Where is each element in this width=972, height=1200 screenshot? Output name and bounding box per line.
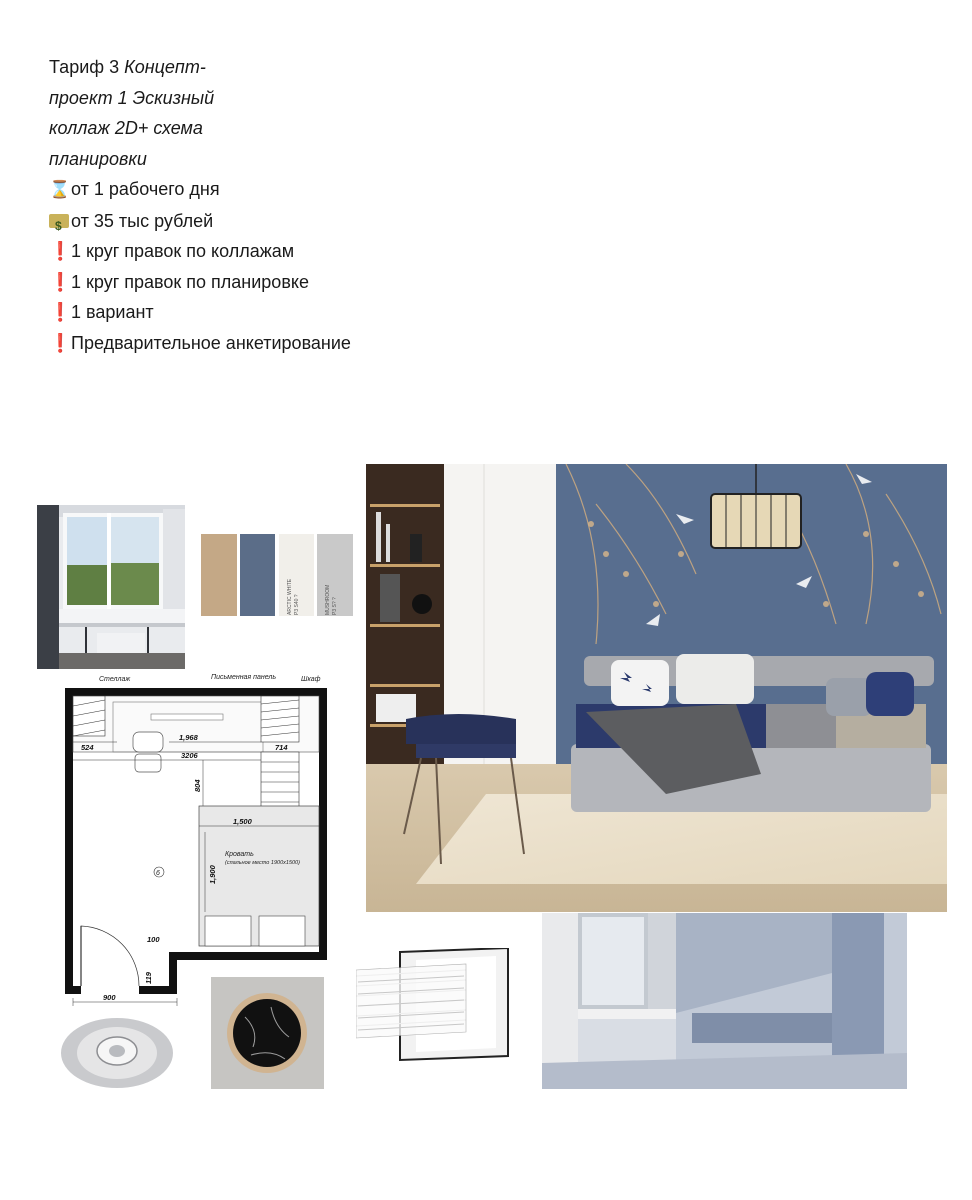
dim-1968: 1,968 bbox=[179, 733, 198, 742]
plan-label-desk-panel: Письменная панель bbox=[211, 674, 277, 681]
tariff-title-line-4: планировки bbox=[49, 148, 147, 169]
feature-item: $от 35 тыс рублей bbox=[49, 206, 469, 237]
exclamation-icon: ❗ bbox=[49, 302, 72, 322]
plan-label-wardrobe: Шкаф bbox=[301, 676, 321, 683]
plan-label-bed-note: (спальное место 1900х1500) bbox=[225, 860, 300, 866]
concept-label: Концепт- bbox=[124, 57, 206, 77]
exclamation-icon: ❗ bbox=[49, 332, 72, 353]
plan-label-shelving: Стеллаж bbox=[99, 676, 131, 683]
dim-1900: 1,900 bbox=[208, 865, 217, 884]
dim-100: 100 bbox=[147, 935, 160, 944]
exclamation-icon: ❗ bbox=[49, 271, 72, 292]
feature-item: ❗1 вариант bbox=[49, 297, 469, 328]
feature-item: ❗1 круг правок по планировке bbox=[49, 267, 469, 298]
swatch-label-arctic-white: ARCTIC WHITE bbox=[287, 578, 293, 615]
exclamation-icon: ❗ bbox=[49, 241, 72, 261]
tariff-description bbox=[49, 52, 469, 358]
spot-light-photo bbox=[58, 1015, 176, 1091]
dim-3206: 3206 bbox=[181, 751, 198, 760]
room-photo bbox=[37, 505, 185, 669]
tariff-name: Тариф 3 bbox=[49, 57, 125, 77]
color-palette bbox=[200, 533, 355, 617]
floor-plan bbox=[55, 672, 335, 1012]
tariff-title-line-3: коллаж 2D+ схема bbox=[49, 118, 203, 138]
dim-119: 119 bbox=[144, 972, 153, 984]
dim-804: 804 bbox=[193, 779, 202, 792]
feature-item: ⌛от 1 рабочего дня bbox=[49, 174, 469, 206]
feature-item: ❗Предварительное анкетирование bbox=[49, 328, 469, 359]
dim-900: 900 bbox=[103, 993, 116, 1002]
bedroom-render bbox=[366, 464, 947, 912]
money-icon bbox=[49, 214, 69, 228]
dim-524: 524 bbox=[81, 743, 94, 752]
swatch-sand bbox=[201, 534, 237, 616]
pleated-blind-photo bbox=[356, 948, 512, 1064]
plan-label-bed: Кровать bbox=[225, 851, 254, 858]
dim-1500: 1,500 bbox=[233, 817, 252, 826]
feature-item: ❗1 круг правок по коллажам bbox=[49, 236, 469, 267]
wall-lamp-photo bbox=[211, 977, 324, 1089]
window-niche-render bbox=[542, 913, 907, 1089]
plan-room-number: 6 bbox=[156, 870, 160, 877]
swatch-label-mushroom: MUSHROOM bbox=[325, 584, 331, 615]
swatch-blue bbox=[240, 534, 275, 616]
tariff-title-line bbox=[49, 52, 469, 83]
dim-714: 714 bbox=[275, 743, 288, 752]
swatch-code-mushroom: P3 S? ? bbox=[332, 597, 338, 615]
hourglass-icon: ⌛ bbox=[49, 180, 71, 199]
tariff-title-line-2: проект 1 Эскизный bbox=[49, 87, 215, 108]
swatch-code-arctic-white: P3 S40 ? bbox=[294, 594, 300, 615]
